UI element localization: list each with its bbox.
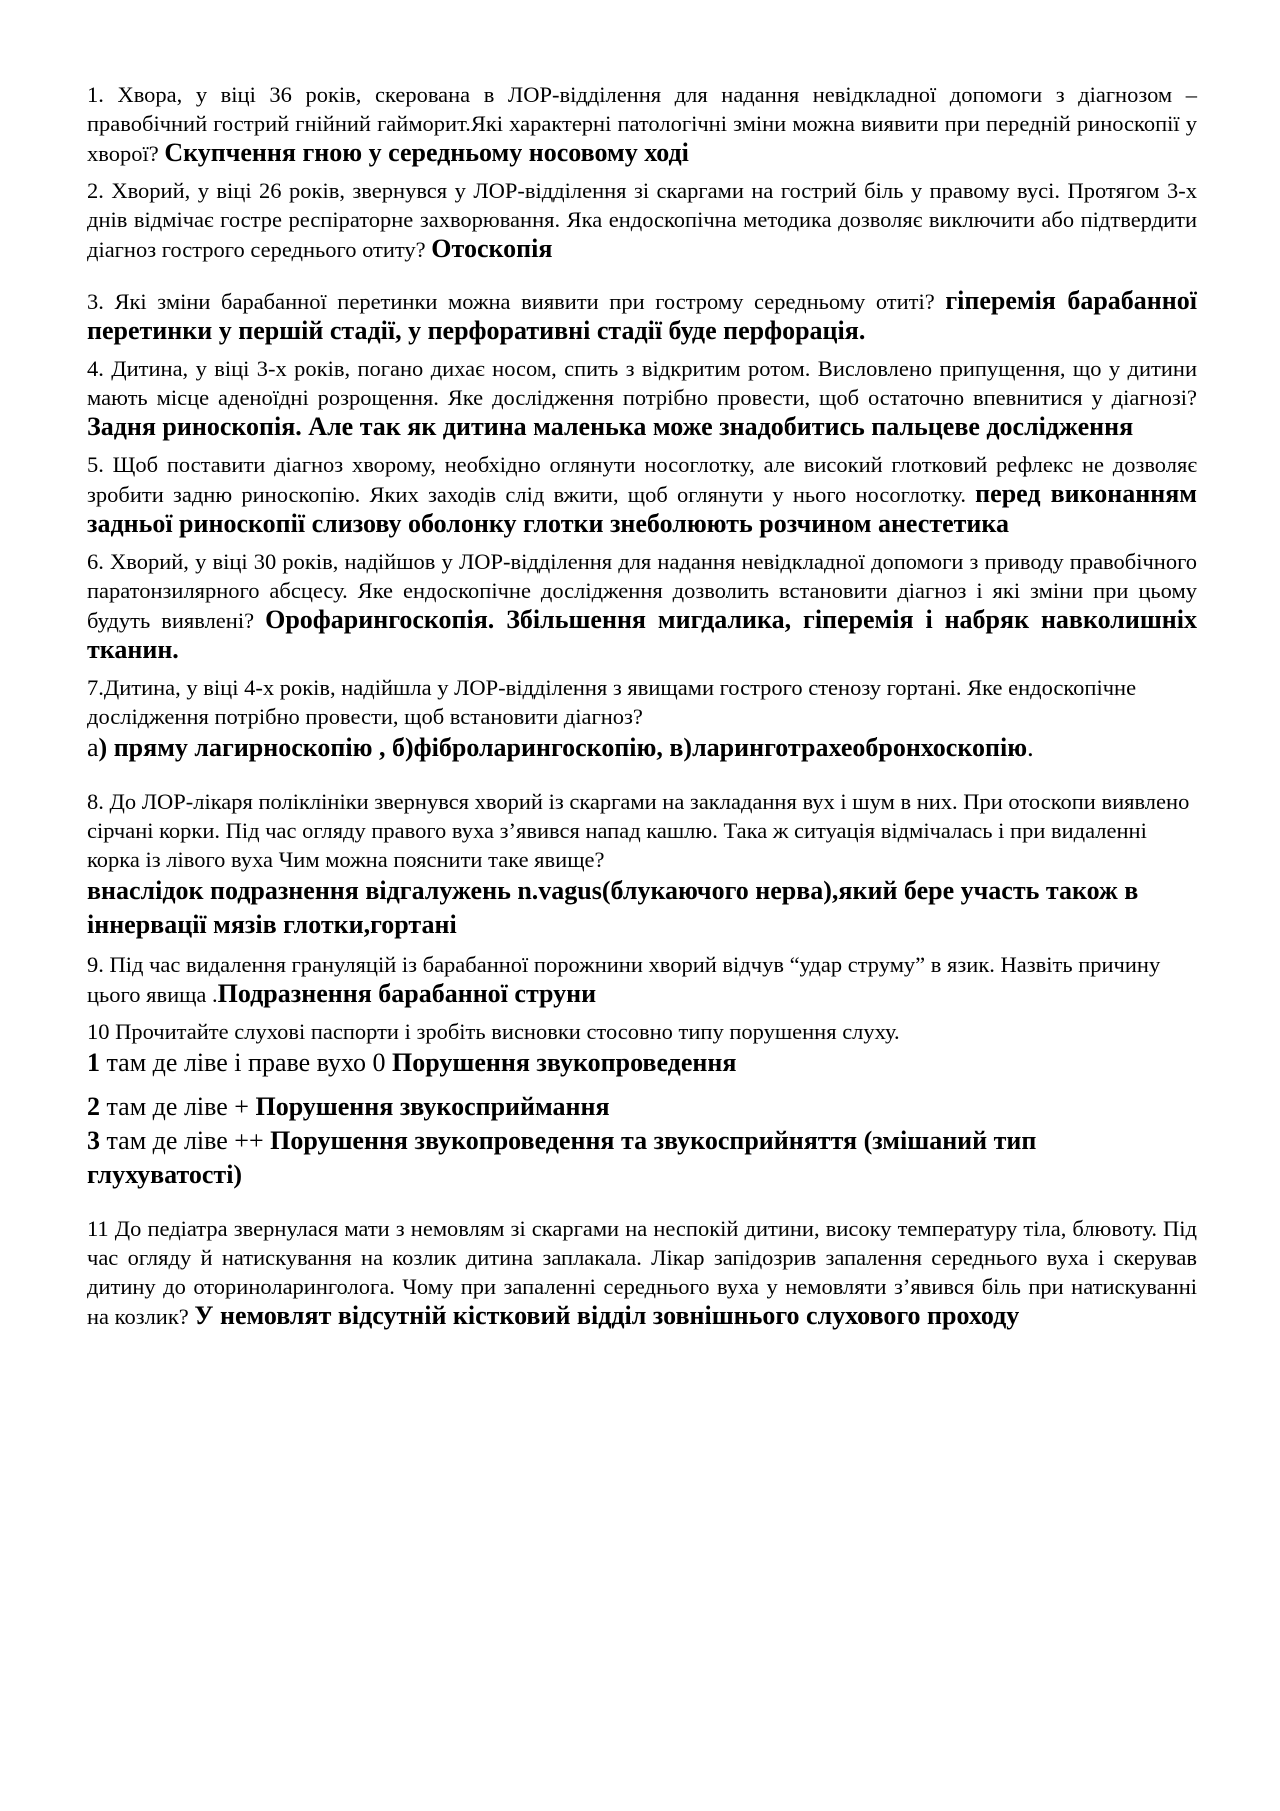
passport-1 — [87, 1046, 1197, 1080]
question-text: 2. Хворий, у віці 26 років, звернувся у ЛОР-відділення зі скаргами на гострий біль у правому вусі. Протягом 3-х днів відмічає гостре респіраторне захворювання. Яка ендоскопічна методика дозволяє виключити або підтвердити діагноз гострого середнього отиту? — [87, 178, 1197, 262]
passport-2 — [87, 1090, 1197, 1124]
question-4 — [87, 354, 1197, 442]
answer-text: Отоскопія — [431, 234, 553, 263]
answer-text: Скупчення гною у середньому носовому ході — [164, 138, 689, 167]
answer-text: Подразнення барабанної струни — [217, 979, 597, 1008]
answer-text: Задня риноскопія. Але так як дитина маленька може знадобитись пальцеве дослідження — [87, 412, 1134, 441]
answer-text: перед виконанням задньої риноскопії слизову оболонку глотки знеболюють розчином анестетика — [87, 479, 1197, 538]
passport-number: 3 — [87, 1126, 100, 1155]
question-text: 10 Прочитайте слухові паспорти і зробіть висновки стосовно типу порушення слуху. — [87, 1019, 900, 1044]
question-10 — [87, 1017, 1197, 1080]
blank-line — [87, 272, 1197, 286]
passports-block — [87, 1090, 1197, 1192]
passport-answer: Порушення звукопроведення та звукосприйняття (змішаний тип глухуватості) — [87, 1126, 1037, 1189]
passport-3 — [87, 1124, 1197, 1192]
question-text: 1. Хвора, у віці 36 років, скерована в ЛОР-відділення для надання невідкладної допомоги з діагнозом – правобічний гострий гнійний гайморит.Які характерні патологічні зміни можна виявити при передній риноскопії у хворої? — [87, 82, 1197, 166]
passport-number: 2 — [87, 1092, 100, 1121]
answer-prefix: а — [87, 733, 99, 762]
answer-text: внаслідок подразнення відгалужень n.vagus(блукаючого нерва),який бере участь також в іннервації мязів глотки,гортані — [87, 876, 1139, 939]
passport-answer: Порушення звукосприймання — [255, 1092, 610, 1121]
question-text: 8. До ЛОР-лікаря поліклініки звернувся хворий із скаргами на закладання вух і шум в них. При отоскопи виявлено сірчані корки. Під час огляду правого вуха з’явився напад кашлю. Така ж ситуація відмічалась і при видаленні корка із лівого вуха Чим можна пояснити таке явище? — [87, 789, 1190, 872]
question-text: 3. Які зміни барабанної перетинки можна виявити при гострому середньому отиті? — [87, 289, 946, 314]
question-text: 5. Щоб поставити діагноз хворому, необхідно оглянути носоглотку, але високий глотковий рефлекс не дозволяє зробити задню риноскопію. Яких заходів слід вжити, щоб оглянути у нього носоглотку. — [87, 452, 1197, 507]
answer-text: У немовлят відсутній кістковий відділ зовнішнього слухового проходу — [194, 1301, 1020, 1330]
question-3 — [87, 286, 1197, 346]
passport-text: там де ліве і праве вухо 0 — [100, 1048, 393, 1077]
question-text: 11 До педіатра звернулася мати з немовлям зі скаргами на неспокій дитини, високу температуру тіла, блювоту. Під час огляду й натискування на козлик дитина заплакала. Лікар запідозрив запалення середнього вуха і скерував дитину до оториноларинголога. Чому при запаленні середнього вуха у немовляти з’явився біль при натискуванні на козлик? — [87, 1216, 1197, 1329]
answer-text: ) пряму лагирноскопію , б)фіброларингоскопію, в)ларинготрахеобронхоскопію — [98, 733, 1028, 762]
document-content — [87, 80, 1197, 1339]
question-6 — [87, 547, 1197, 665]
question-8 — [87, 787, 1197, 942]
passport-answer: Порушення звукопроведення — [392, 1048, 737, 1077]
question-7 — [87, 673, 1197, 765]
blank-line — [87, 773, 1197, 787]
passport-number: 1 — [87, 1048, 100, 1077]
question-text: 6. Хворий, у віці 30 років, надійшов у ЛОР-відділення для надання невідкладної допомоги з приводу правобічного паратонзилярного абсцесу. Яке ендоскопічне дослідження дозволить встановити діагноз і які зміни при цьому будуть виявлені? — [87, 549, 1197, 633]
question-text: 7.Дитина, у віці 4-х років, надійшла у ЛОР-відділення з явищами гострого стенозу гортані. Яке ендоскопічне дослідження потрібно провести, щоб встановити діагноз? — [87, 675, 1137, 729]
question-2 — [87, 176, 1197, 264]
blank-line — [87, 1200, 1197, 1214]
answer-text: Орофарингоскопія. Збільшення мигдалика, гіперемія і набряк навколишніх тканин. — [87, 605, 1197, 664]
answer-suffix: . — [1027, 733, 1034, 762]
question-text: 9. Під час видалення грануляцій із барабанної порожнини хворий відчув “удар струму” в язик. Назвіть причину цього явища . — [87, 952, 1161, 1007]
question-9 — [87, 950, 1197, 1009]
question-11 — [87, 1214, 1197, 1331]
answer-text: гіперемія барабанної перетинки у першій стадії, у перфоративні стадії буде перфорація. — [87, 286, 1197, 345]
passport-text: там де ліве + — [100, 1092, 256, 1121]
passport-text: там де ліве ++ — [100, 1126, 271, 1155]
question-text: 4. Дитина, у віці 3-х років, погано дихає носом, спить з відкритим ротом. Висловлено припущення, що у дитини мають місце аденоїдні розрощення. Яке дослідження потрібно провести, щоб остаточно впевнитися у діагнозі? — [87, 356, 1197, 410]
question-5 — [87, 450, 1197, 539]
question-1 — [87, 80, 1197, 168]
